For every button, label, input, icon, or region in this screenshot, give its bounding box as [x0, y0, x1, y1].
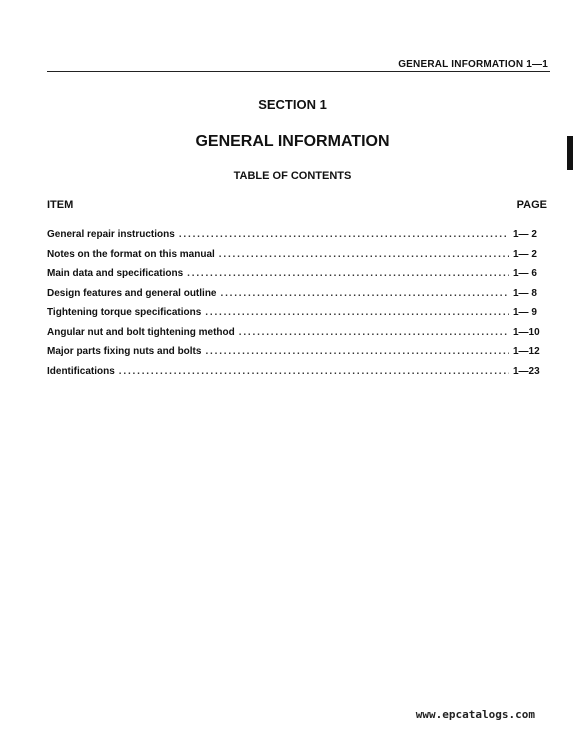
toc-entry-page: 1— 9 — [513, 307, 537, 318]
toc-entry-tightening-torque[interactable] — [47, 307, 547, 327]
toc-entry-label: Design features and general outline — [47, 287, 217, 299]
toc-entry-design-features[interactable] — [47, 288, 547, 308]
dot-leader — [219, 249, 509, 260]
toc-entry-notes-on-format[interactable] — [47, 249, 547, 269]
toc-entry-label: Tightening torque specifications — [47, 307, 202, 318]
toc-entry-page: 1— 2 — [513, 248, 537, 260]
toc-entry-page: 1—10 — [513, 326, 540, 338]
toc-entry-page: 1— 8 — [513, 287, 537, 299]
dot-leader — [220, 288, 509, 299]
section-heading: SECTION 1 — [258, 97, 327, 112]
toc-title: TABLE OF CONTENTS — [233, 170, 352, 182]
dot-leader — [179, 229, 509, 240]
dot-leader — [119, 366, 509, 377]
toc-entry-label: Angular nut and bolt tightening method — [47, 326, 235, 338]
toc-entry-page: 1— 6 — [513, 268, 537, 279]
toc-entry-label: Main data and specifications — [47, 268, 184, 279]
section-thumb-tab — [567, 136, 573, 170]
running-header: GENERAL INFORMATION 1—1 — [398, 59, 548, 70]
page-title: GENERAL INFORMATION — [195, 133, 390, 150]
toc-entry-label: General repair instructions — [47, 229, 175, 240]
page-column-header: PAGE — [516, 199, 547, 211]
toc-entry-page: 1—12 — [513, 346, 540, 357]
header-rule — [47, 71, 550, 72]
toc-entry-page: 1— 2 — [513, 229, 537, 240]
toc-entry-label: Major parts fixing nuts and bolts — [47, 346, 202, 357]
dot-leader — [187, 268, 509, 279]
toc-entry-identifications[interactable] — [47, 366, 547, 386]
toc-entry-label: Identifications — [47, 365, 115, 377]
toc-entry-label: Notes on the format on this manual — [47, 248, 215, 260]
item-column-header: ITEM — [47, 199, 74, 211]
toc-entry-general-repair-instructions[interactable] — [47, 229, 547, 249]
toc-entry-major-parts[interactable] — [47, 346, 547, 366]
watermark: www.epcatalogs.com — [415, 708, 535, 721]
toc-entry-angular-nut[interactable] — [47, 327, 547, 347]
dot-leader — [205, 307, 509, 318]
toc-entry-page: 1—23 — [513, 365, 540, 377]
dot-leader — [239, 327, 509, 338]
toc-list — [47, 229, 547, 385]
toc-entry-main-data[interactable] — [47, 268, 547, 288]
dot-leader — [205, 346, 509, 357]
